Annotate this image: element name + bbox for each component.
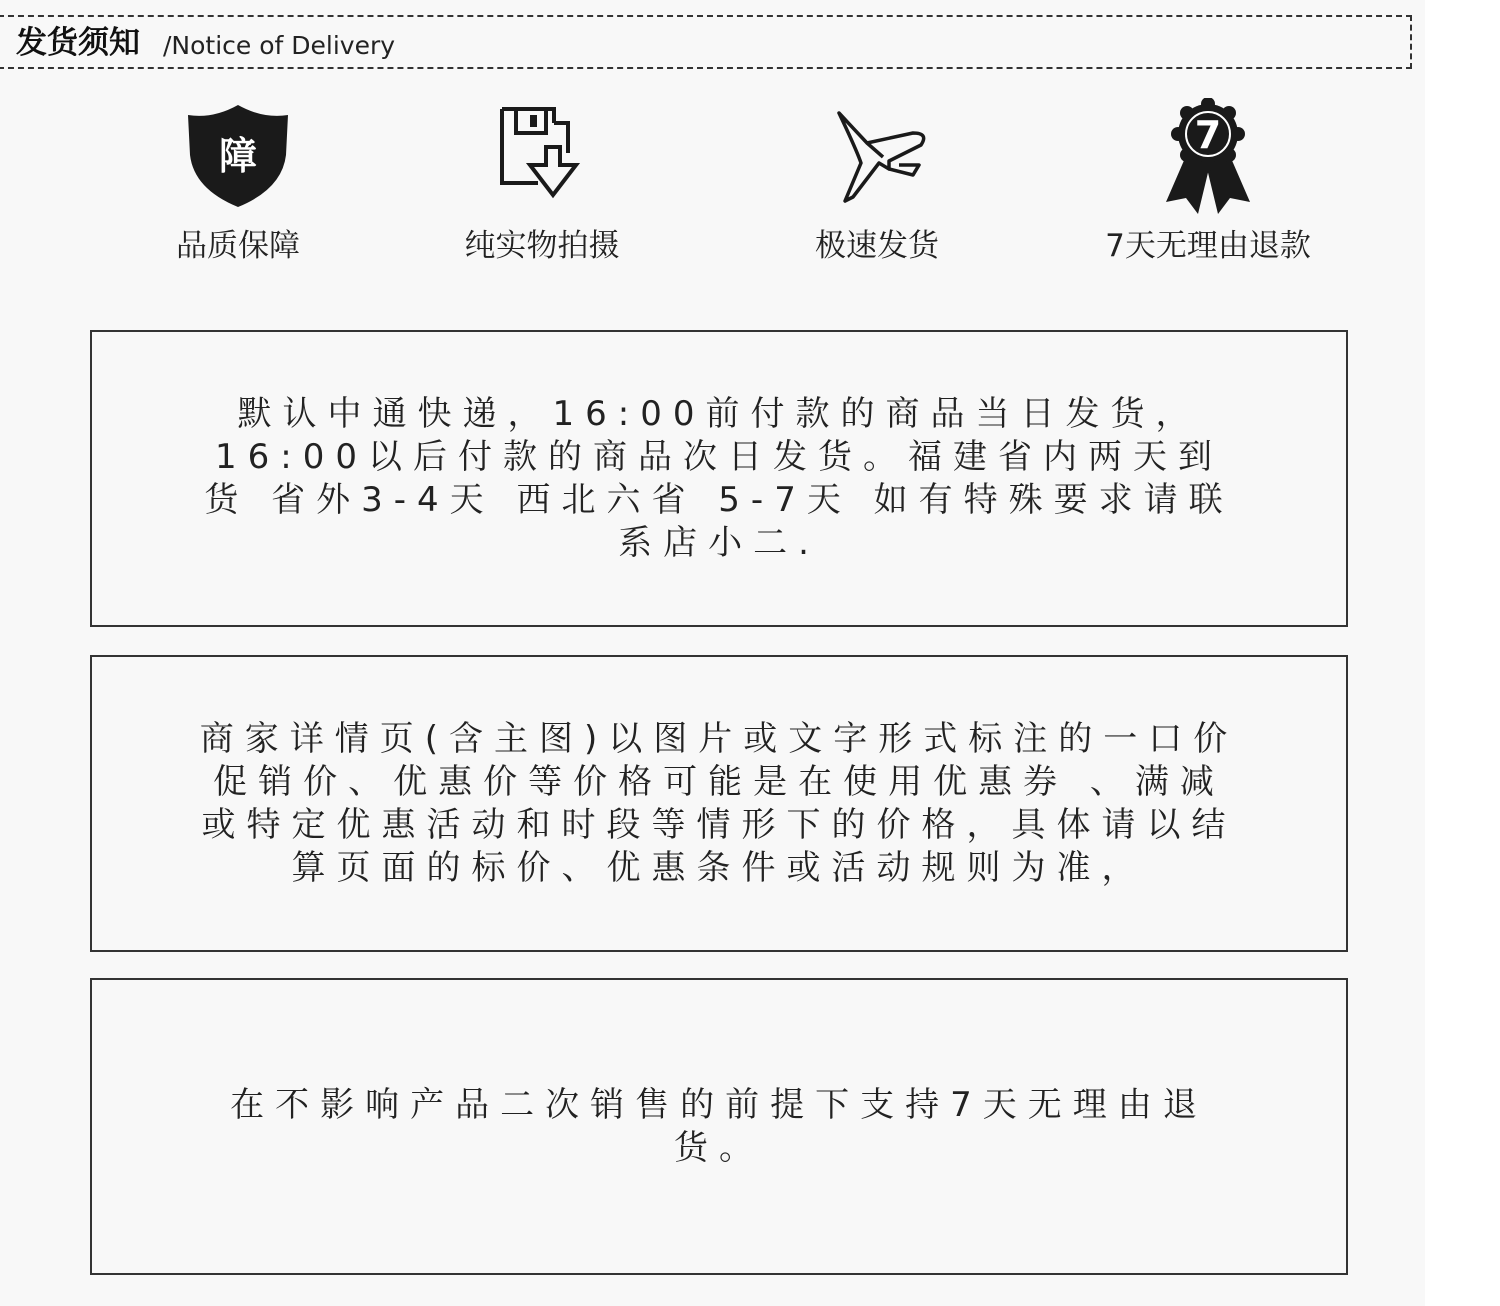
price-notice-text: 商家详情页(含主图)以图片或文字形式标注的一口价促销价、优惠价等价格可能是在使用优惠券 、满减或特定优惠活动和时段等情形下的价格，具体请以结算页面的标价、优惠条件或活动规则为准， [199,718,1239,888]
feature-label: 纯实物拍摄 [464,228,620,264]
feature-real-photo [392,95,692,266]
feature-label: 7天无理由退款 [1105,228,1311,264]
svg-text:7: 7 [1194,112,1222,157]
header-subtitle: /Notice of Delivery [163,31,396,60]
feature-7day-return [1058,95,1358,266]
airplane-icon [727,95,1027,220]
feature-label: 极速发货 [815,228,939,264]
feature-quality [88,95,388,266]
section-header [0,15,1412,69]
header-title: 发货须知 [16,25,140,61]
ribbon-badge-icon [1058,95,1358,220]
price-notice-box [90,655,1348,952]
shipping-notice-text: 默认中通快递，16:00前付款的商品当日发货，16:00以后付款的商品次日发货。福建省内两天到货 省外3-4天 西北六省 5-7天 如有特殊要求请联系店小二. [204,393,1234,563]
feature-label: 品质保障 [176,228,300,264]
shield-icon [88,95,388,220]
photo-download-icon [392,95,692,220]
shipping-notice-box [90,330,1348,627]
svg-text:障: 障 [218,133,258,178]
feature-fast-shipping [727,95,1027,266]
return-notice-text: 在不影响产品二次销售的前提下支持7天无理由退货。 [230,1084,1208,1168]
return-notice-box [90,978,1348,1275]
